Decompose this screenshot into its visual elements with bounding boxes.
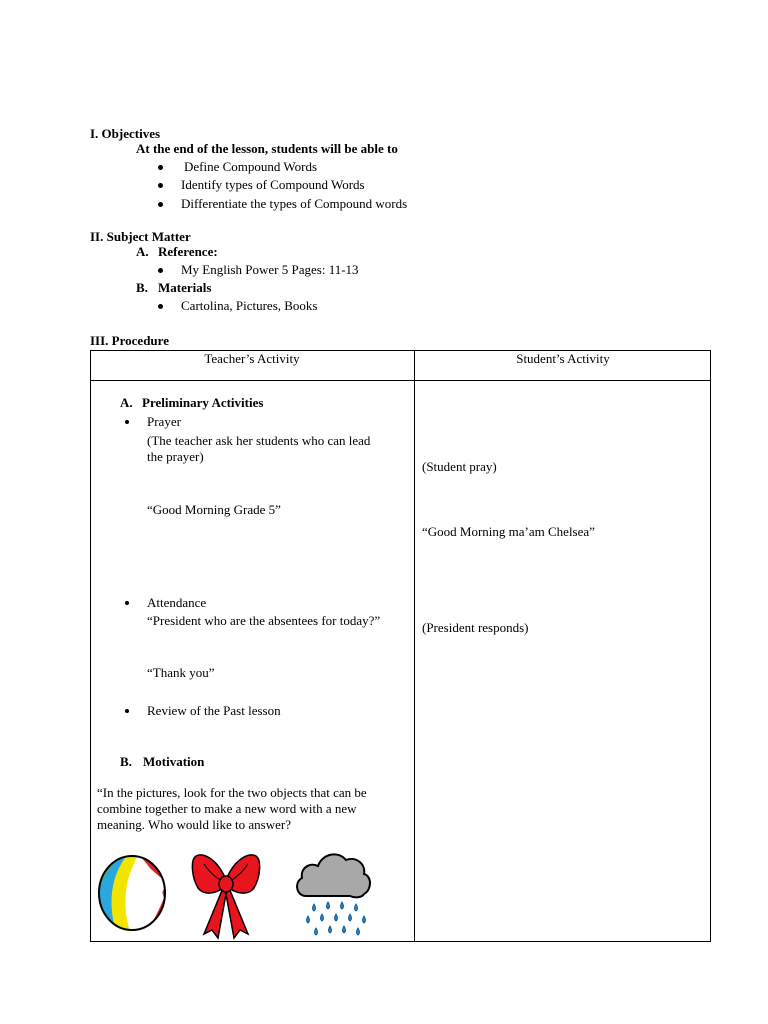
procedure-heading: III. Procedure — [90, 333, 169, 348]
ribbon-bow-icon — [190, 850, 262, 940]
president-responds: (President responds) — [422, 620, 529, 635]
materials-item: Cartolina, Pictures, Books — [181, 298, 318, 313]
motivation-text: “In the pictures, look for the two objects that can be combine together to make a new word with a new meaning. Who would like to answer? — [97, 785, 367, 832]
bullet-icon — [158, 304, 163, 309]
reference-letter: A. — [136, 244, 149, 259]
beach-ball-icon — [98, 854, 168, 932]
objective-item: Differentiate the types of Compound words — [181, 196, 408, 211]
bullet-icon — [158, 268, 163, 273]
objectives-intro: At the end of the lesson, students will be able to — [136, 141, 398, 156]
rain-cloud-icon — [294, 842, 374, 942]
attendance-label: Attendance — [147, 595, 207, 610]
reference-item: My English Power 5 Pages: 11-13 — [181, 262, 359, 277]
objective-item: Identify types of Compound Words — [181, 177, 365, 192]
preliminary-letter: A. — [120, 395, 133, 410]
prayer-label: Prayer — [147, 414, 181, 429]
bullet-icon — [125, 709, 129, 713]
motivation-letter: B. — [120, 754, 132, 769]
bullet-icon — [158, 202, 163, 207]
motivation-label: Motivation — [143, 754, 205, 769]
prayer-note: (The teacher ask her students who can lead the prayer) — [147, 433, 371, 464]
table-header-divider — [90, 380, 711, 381]
bullet-icon — [125, 601, 129, 605]
teacher-activity-header: Teacher’s Activity — [204, 351, 300, 366]
materials-letter: B. — [136, 280, 148, 295]
objectives-heading: I. Objectives — [90, 126, 161, 141]
bullet-icon — [158, 165, 163, 170]
materials-label: Materials — [158, 280, 212, 295]
reference-label: Reference: — [158, 244, 218, 259]
teacher-greeting: “Good Morning Grade 5” — [147, 502, 281, 517]
objective-item: Define Compound Words — [184, 159, 318, 174]
bullet-icon — [125, 420, 129, 424]
preliminary-label: Preliminary Activities — [142, 395, 264, 410]
subject-matter-heading: II. Subject Matter — [90, 229, 191, 244]
student-pray: (Student pray) — [422, 459, 497, 474]
review-label: Review of the Past lesson — [147, 703, 281, 718]
bullet-icon — [158, 183, 163, 188]
student-greeting: “Good Morning ma’am Chelsea” — [422, 524, 595, 539]
teacher-thanks: “Thank you” — [147, 665, 215, 680]
table-column-divider — [414, 350, 415, 942]
student-activity-header: Student’s Activity — [516, 351, 610, 366]
attendance-question: “President who are the absentees for today?” — [147, 613, 381, 628]
